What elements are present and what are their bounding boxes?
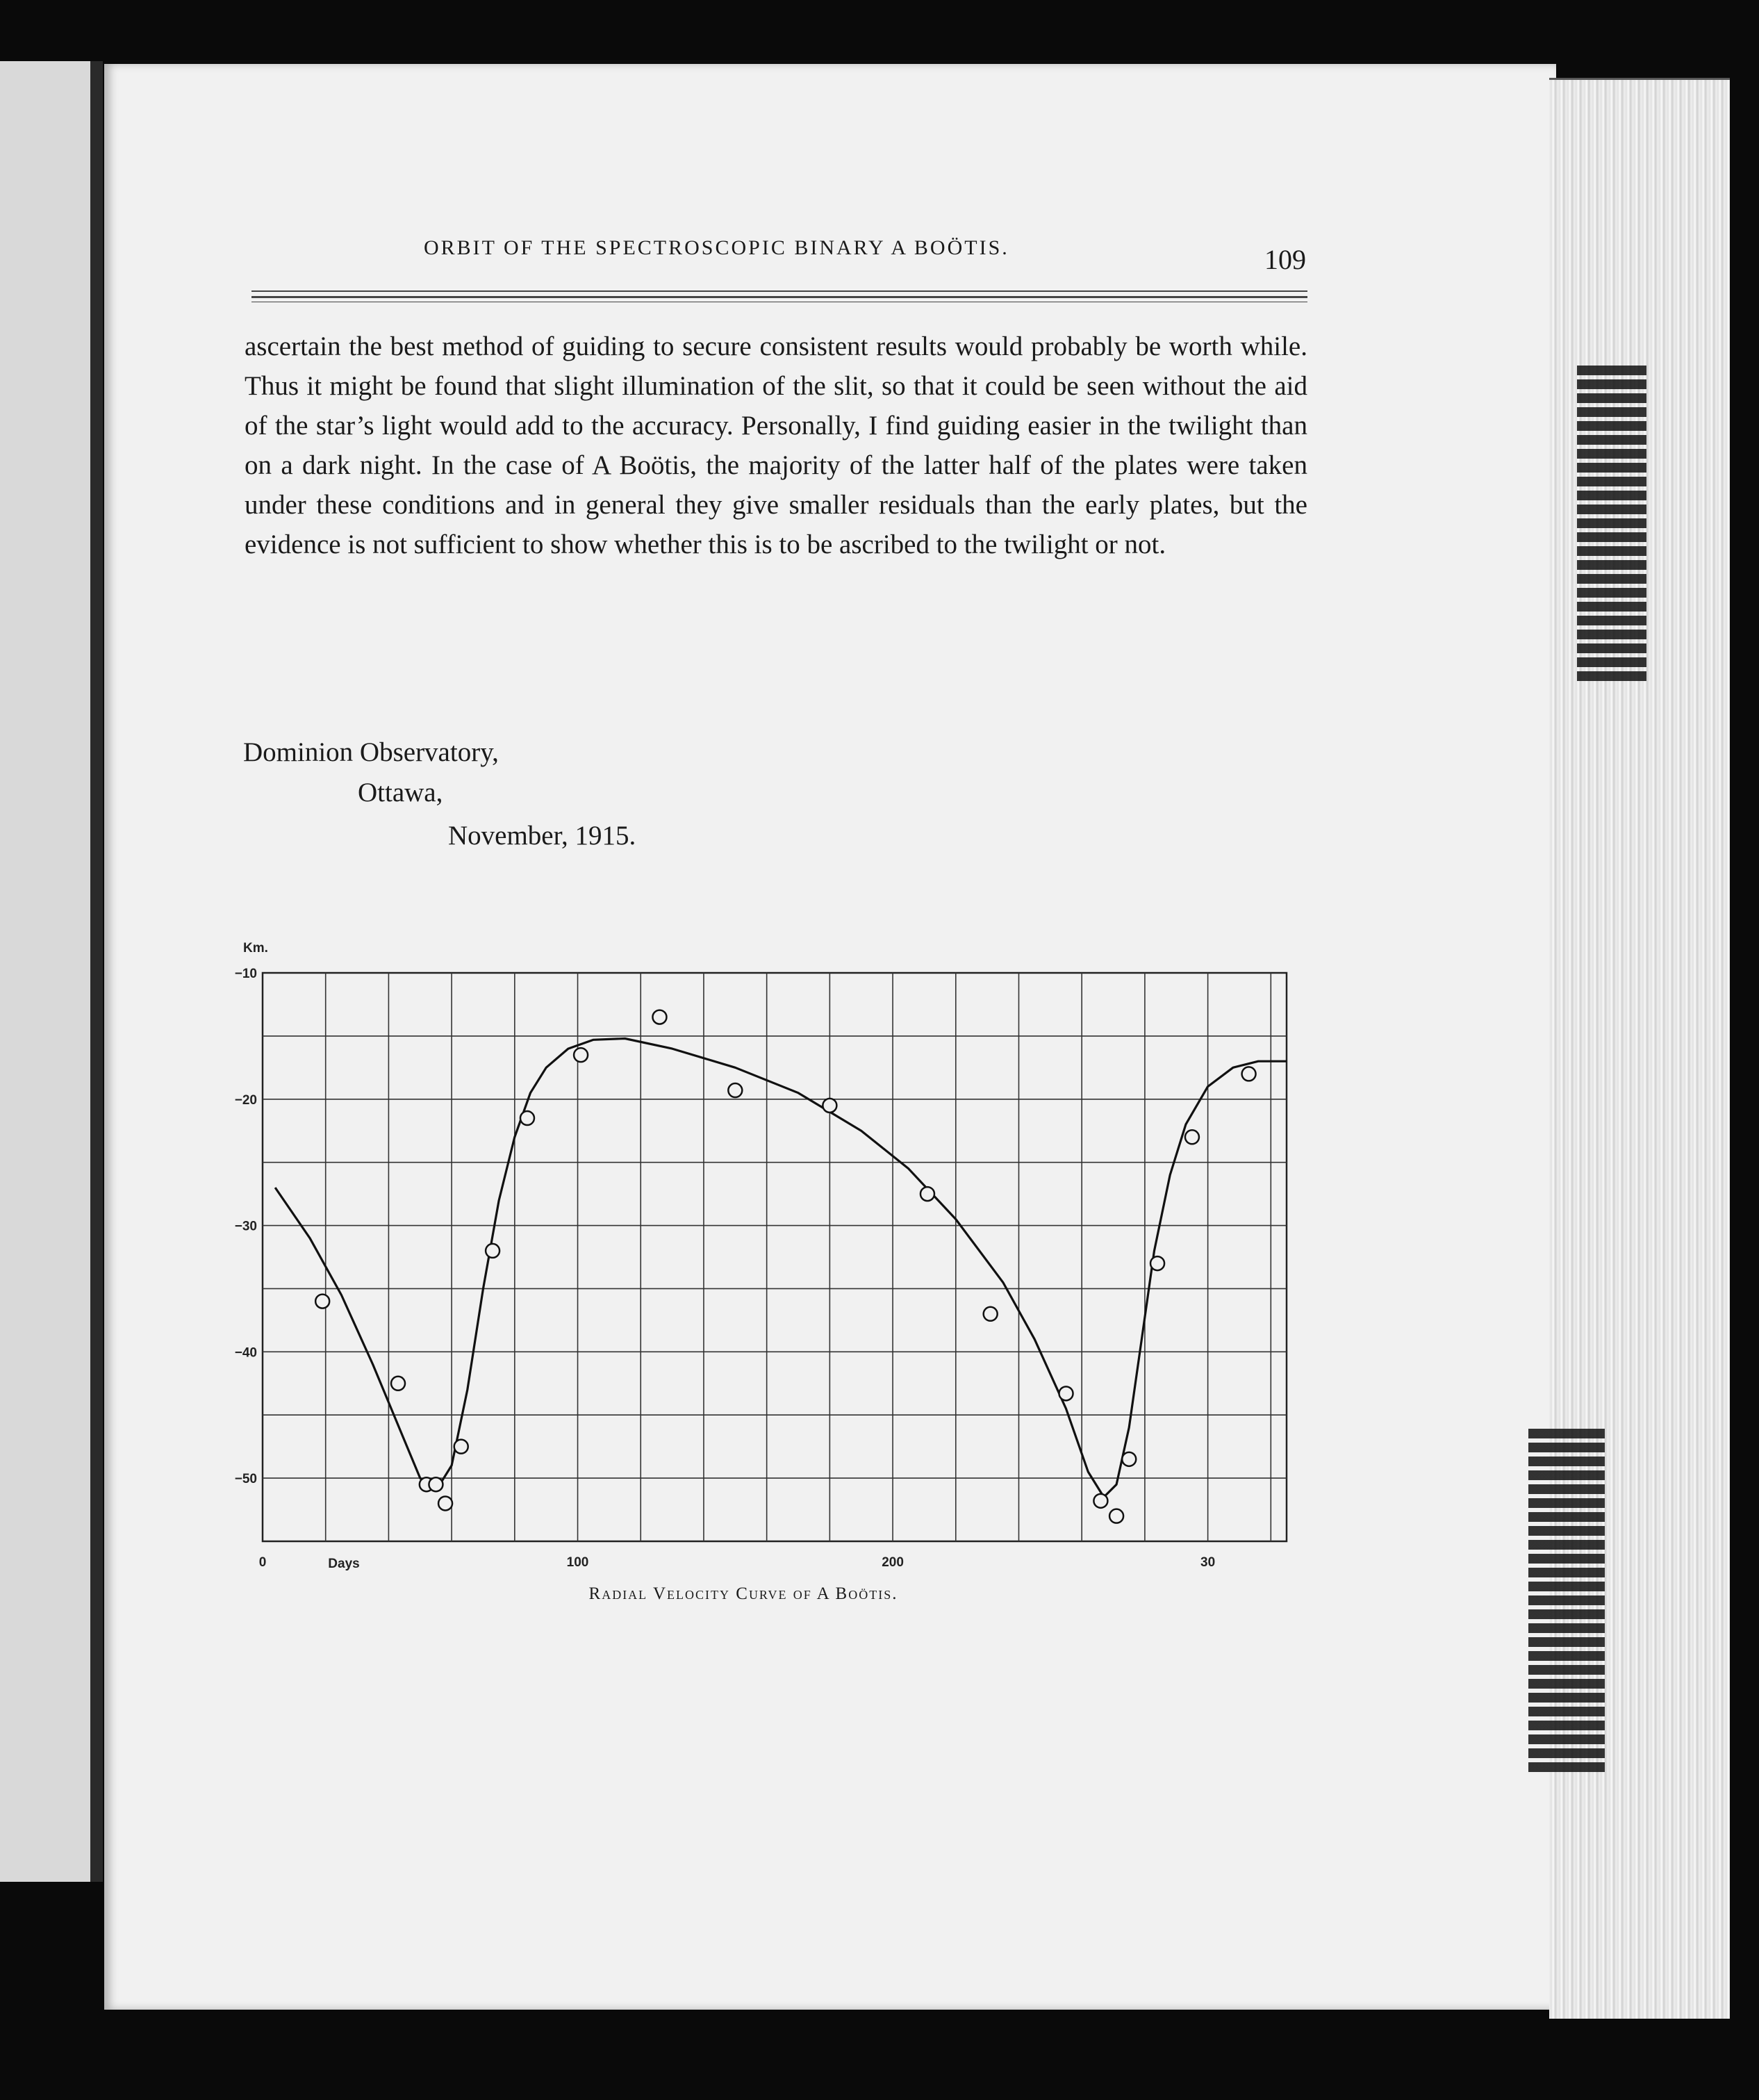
- data-point: [1185, 1130, 1199, 1144]
- x-tick-label: 200: [882, 1555, 904, 1570]
- data-point: [920, 1187, 934, 1201]
- radial-velocity-chart: [229, 931, 1306, 1570]
- data-point: [574, 1048, 588, 1062]
- data-point: [1150, 1256, 1164, 1270]
- data-point: [438, 1496, 452, 1510]
- data-point: [391, 1377, 405, 1391]
- y-tick-label: −20: [234, 1092, 257, 1108]
- figure-caption: Radial Velocity Curve of A Boötis.: [588, 1584, 898, 1603]
- data-point: [486, 1244, 499, 1258]
- data-point: [429, 1477, 443, 1491]
- chart-curve-layer: [275, 1039, 1287, 1498]
- edge-stamp-mark: [1577, 361, 1646, 681]
- x-tick-label: 30: [1200, 1555, 1216, 1570]
- facing-page-edge: [0, 61, 103, 1882]
- chart-labels-layer: [235, 941, 1215, 1570]
- x-tick-label: 100: [566, 1555, 589, 1570]
- paragraph-text: ascertain the best method of guiding to secure consistent results would probably be worth while. Thus it might be found that slight illumination of the slit, so that it could be seen without the aid of the star’s light would add to the accuracy. Personally, I find guiding easier in the twilight than on a dark night. In the case of A Boötis, the majority of the latter half of the plates were taken under these conditions and in general they give smaller residuals than the early plates, but the evidence is not sufficient to show whether this is to be ascribed to the twilight or not.: [245, 331, 1307, 559]
- y-tick-label: −10: [234, 967, 257, 981]
- body-paragraph: [245, 327, 1307, 564]
- signature-line-3: November, 1915.: [448, 821, 636, 851]
- y-tick-label: −50: [234, 1472, 257, 1487]
- x-tick-label: 0: [258, 1555, 267, 1570]
- y-tick-label: −40: [234, 1345, 257, 1361]
- data-point: [1242, 1067, 1256, 1081]
- velocity-curve: [275, 1039, 1287, 1498]
- y-tick-label: −30: [234, 1219, 257, 1234]
- data-point: [315, 1295, 329, 1309]
- data-point: [520, 1111, 534, 1125]
- data-point: [984, 1307, 998, 1321]
- data-point: [728, 1083, 742, 1097]
- running-head: ORBIT OF THE SPECTROSCOPIC BINARY A BOÖTIS.: [424, 236, 1009, 259]
- signature-line-2: Ottawa,: [358, 778, 443, 807]
- data-point: [1109, 1509, 1123, 1523]
- header-rule: [251, 296, 1307, 298]
- page-number: 109: [1264, 244, 1306, 275]
- data-point: [1093, 1494, 1107, 1508]
- x-axis-label: Days: [328, 1557, 360, 1570]
- data-point: [652, 1010, 666, 1024]
- signature-line-1: Dominion Observatory,: [243, 737, 499, 767]
- data-point: [1059, 1386, 1073, 1400]
- data-point: [1122, 1452, 1136, 1466]
- header-rule: [251, 290, 1307, 292]
- y-axis-label: Km.: [243, 941, 268, 955]
- data-point: [454, 1440, 468, 1454]
- data-point: [823, 1099, 836, 1113]
- edge-stamp-mark: [1528, 1425, 1605, 1772]
